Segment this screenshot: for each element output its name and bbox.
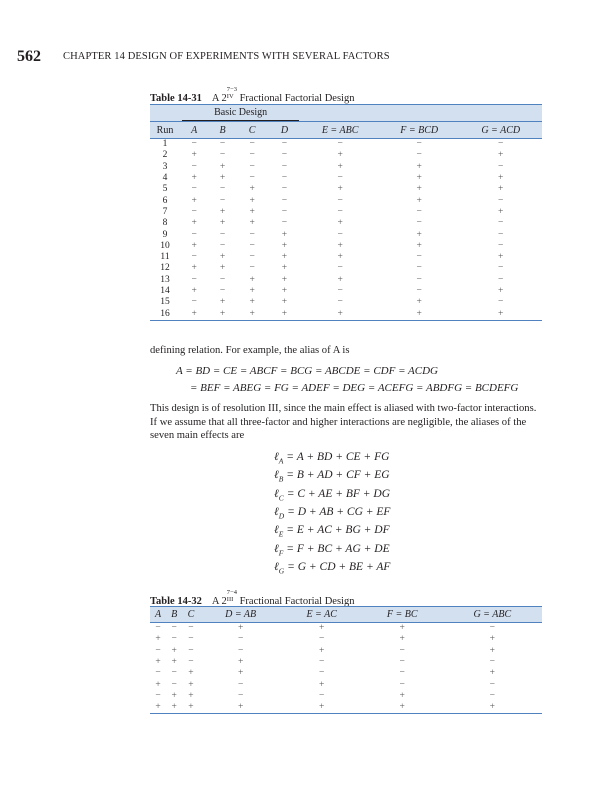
sign-cell: + bbox=[249, 218, 255, 229]
effect-subscript: F bbox=[278, 547, 284, 557]
sign-cell: − bbox=[191, 229, 197, 240]
sign-cell: + bbox=[249, 286, 255, 296]
run-number: 9 bbox=[162, 229, 168, 240]
table1 bbox=[150, 104, 542, 321]
run-number: 15 bbox=[160, 297, 170, 308]
alias-expression: = A + BD + CE + FG bbox=[286, 451, 390, 463]
table1-label: Table 14-31 bbox=[150, 93, 202, 104]
table1-body bbox=[150, 139, 542, 321]
table1-caption-prefix: A bbox=[211, 93, 219, 104]
sign-cell: − bbox=[219, 229, 226, 240]
sign-cell: + bbox=[191, 173, 197, 184]
sign-cell: − bbox=[489, 657, 495, 668]
sign-cell: + bbox=[281, 252, 288, 263]
table2-caption-sub: III bbox=[226, 596, 234, 603]
sign-cell: − bbox=[155, 645, 161, 656]
sign-cell: + bbox=[281, 240, 288, 251]
sign-cell: − bbox=[337, 297, 343, 308]
sign-cell: + bbox=[249, 297, 255, 308]
sign-cell: − bbox=[191, 252, 197, 263]
run-number: 16 bbox=[150, 308, 180, 320]
table2-caption-prefix: A bbox=[211, 596, 219, 607]
table2-row bbox=[150, 646, 542, 657]
table1-row bbox=[150, 207, 542, 218]
sign-cell: − bbox=[171, 634, 177, 645]
sign-cell: + bbox=[191, 218, 197, 229]
sign-cell: − bbox=[191, 274, 197, 285]
resolution-paragraph: This design is of resolution III, since the main effect is aliased with two-factor interactions. If we assume that all three-factor and higher interactions are negligible, the aliases of the seven main effects are bbox=[150, 403, 537, 441]
sign-cell: − bbox=[249, 139, 255, 150]
table2-col-header: A bbox=[150, 607, 166, 623]
table2-caption-exponent bbox=[227, 589, 237, 603]
sign-cell: − bbox=[219, 139, 226, 150]
effect-subscript: B bbox=[278, 474, 284, 484]
table2-caption bbox=[150, 589, 354, 607]
sign-cell: + bbox=[150, 702, 166, 714]
sign-cell: − bbox=[191, 206, 197, 217]
alias-equation bbox=[274, 524, 390, 538]
sign-cell: + bbox=[171, 657, 177, 668]
sign-cell: − bbox=[489, 690, 495, 701]
sign-cell: + bbox=[301, 308, 379, 320]
sign-cell: + bbox=[191, 286, 197, 296]
sign-cell: + bbox=[219, 206, 226, 217]
sign-cell: − bbox=[337, 173, 343, 184]
sign-cell: − bbox=[281, 206, 288, 217]
sign-cell: − bbox=[318, 634, 325, 645]
sign-cell: + bbox=[219, 252, 226, 263]
sign-cell: + bbox=[489, 634, 495, 645]
sign-cell: − bbox=[171, 679, 177, 690]
sign-cell: − bbox=[219, 195, 226, 206]
table1-row bbox=[150, 162, 542, 173]
alias-expression: = G + CD + BE + AF bbox=[287, 560, 391, 573]
run-number: 5 bbox=[162, 184, 168, 195]
sign-cell: + bbox=[188, 679, 194, 690]
sign-cell: + bbox=[416, 161, 422, 172]
sign-cell: + bbox=[249, 195, 255, 206]
sign-cell: − bbox=[416, 274, 422, 285]
sign-cell: + bbox=[443, 702, 542, 714]
table2-col-header: G = ABC bbox=[443, 607, 542, 623]
sign-cell: − bbox=[155, 623, 161, 634]
sign-cell: − bbox=[498, 240, 504, 251]
table2 bbox=[150, 606, 542, 714]
run-number: 2 bbox=[162, 150, 168, 161]
effect-subscript: C bbox=[278, 492, 284, 502]
sign-cell: − bbox=[399, 679, 405, 690]
sign-cell: + bbox=[282, 702, 362, 714]
sign-cell: − bbox=[498, 263, 504, 274]
sign-cell: − bbox=[399, 657, 405, 668]
sign-cell: + bbox=[498, 184, 504, 195]
sign-cell: − bbox=[281, 150, 288, 161]
sign-cell: + bbox=[281, 297, 288, 308]
sign-cell: + bbox=[237, 308, 268, 320]
alias-expression: = F + BC + AG + DE bbox=[286, 542, 390, 555]
sign-cell: − bbox=[237, 645, 244, 656]
sign-cell: − bbox=[219, 184, 226, 195]
alias-equation bbox=[274, 543, 390, 557]
sign-cell: − bbox=[337, 263, 343, 274]
sign-cell: − bbox=[416, 252, 422, 263]
table1-col-header: G = ACD bbox=[459, 122, 542, 139]
sign-cell: + bbox=[416, 195, 422, 206]
sign-cell: + bbox=[268, 308, 302, 320]
effect-symbol: ℓ bbox=[274, 469, 279, 482]
sign-cell: + bbox=[489, 668, 495, 679]
sign-cell: + bbox=[318, 645, 325, 656]
table1-col-header: F = BCD bbox=[379, 122, 459, 139]
effect-subscript: D bbox=[278, 511, 285, 521]
alias-expression: = D + AB + CG + EF bbox=[287, 505, 391, 518]
defining-relation-intro: defining relation. For example, the alias of A is bbox=[150, 345, 350, 356]
sign-cell: + bbox=[399, 623, 405, 634]
table1-row bbox=[150, 195, 542, 206]
sign-cell: + bbox=[208, 308, 236, 320]
sign-cell: + bbox=[416, 184, 422, 195]
sign-cell: + bbox=[219, 173, 226, 184]
sign-cell: + bbox=[281, 229, 288, 240]
sign-cell: − bbox=[219, 286, 226, 296]
sign-cell: + bbox=[171, 645, 177, 656]
sign-cell: − bbox=[237, 690, 244, 701]
alias-equation-line-2: = BEF = ABEG = FG = ADEF = DEG = ACEFG = ABDFG = BCDEFG bbox=[190, 382, 519, 394]
run-number: 12 bbox=[160, 263, 170, 274]
sign-cell: − bbox=[249, 252, 255, 263]
table1-col-header: D bbox=[268, 122, 302, 139]
sign-cell: + bbox=[219, 297, 226, 308]
sign-cell: + bbox=[237, 657, 244, 668]
sign-cell: − bbox=[191, 161, 197, 172]
sign-cell: − bbox=[318, 690, 325, 701]
sign-cell: − bbox=[416, 286, 422, 296]
sign-cell: − bbox=[188, 657, 194, 668]
sign-cell: + bbox=[166, 702, 182, 714]
table1-col-header: A bbox=[180, 122, 208, 139]
sign-cell: + bbox=[249, 206, 255, 217]
table1-caption-base: 2 bbox=[221, 93, 227, 104]
sign-cell: − bbox=[237, 679, 244, 690]
sign-cell: + bbox=[416, 297, 422, 308]
sign-cell: + bbox=[318, 679, 325, 690]
sign-cell: + bbox=[416, 240, 422, 251]
table1-col-header: E = ABC bbox=[301, 122, 379, 139]
sign-cell: + bbox=[281, 286, 288, 296]
sign-cell: − bbox=[171, 623, 177, 634]
table1-row bbox=[150, 263, 542, 274]
effect-symbol: ℓ bbox=[274, 487, 279, 500]
sign-cell: + bbox=[337, 184, 343, 195]
sign-cell: + bbox=[337, 150, 343, 161]
table1-row bbox=[150, 150, 542, 161]
sign-cell: − bbox=[337, 139, 343, 150]
table2-caption-suffix: Fractional Factorial Design bbox=[239, 596, 355, 607]
sign-cell: − bbox=[416, 206, 422, 217]
sign-cell: − bbox=[281, 184, 288, 195]
sign-cell: − bbox=[281, 173, 288, 184]
sign-cell: + bbox=[399, 690, 405, 701]
sign-cell: − bbox=[498, 161, 504, 172]
table1-caption-sup: 7−3 bbox=[226, 86, 237, 93]
table2-label: Table 14-32 bbox=[150, 596, 202, 607]
table2-caption-base: 2 bbox=[221, 596, 227, 607]
sign-cell: − bbox=[337, 195, 343, 206]
sign-cell: + bbox=[498, 252, 504, 263]
sign-cell: − bbox=[498, 139, 504, 150]
table1-row bbox=[150, 241, 542, 252]
sign-cell: + bbox=[281, 274, 288, 285]
sign-cell: − bbox=[498, 274, 504, 285]
table1-row bbox=[150, 218, 542, 229]
chapter-title: CHAPTER 14 DESIGN OF EXPERIMENTS WITH SEVERAL FACTORS bbox=[63, 51, 390, 62]
sign-cell: + bbox=[498, 286, 504, 296]
sign-cell: − bbox=[249, 229, 255, 240]
run-number: 11 bbox=[160, 252, 170, 263]
sign-cell: + bbox=[498, 206, 504, 217]
table1-caption-sub: IV bbox=[226, 93, 234, 100]
alias-equation bbox=[274, 561, 390, 575]
sign-cell: + bbox=[459, 308, 542, 320]
sign-cell: − bbox=[318, 668, 325, 679]
sign-cell: + bbox=[498, 173, 504, 184]
table1-row bbox=[150, 275, 542, 286]
run-number: 6 bbox=[162, 195, 168, 206]
effect-subscript: G bbox=[278, 566, 285, 576]
table2-col-header: E = AC bbox=[282, 607, 362, 623]
sign-cell: + bbox=[318, 623, 325, 634]
sign-cell: + bbox=[188, 690, 194, 701]
sign-cell: − bbox=[219, 274, 226, 285]
table2-row bbox=[150, 657, 542, 668]
table1-col-header: C bbox=[237, 122, 268, 139]
table2-body bbox=[150, 623, 542, 714]
table2-row bbox=[150, 634, 542, 645]
run-number: 8 bbox=[162, 218, 168, 229]
table1-row bbox=[150, 229, 542, 240]
table1-group-header: Basic Design bbox=[182, 106, 299, 121]
sign-cell: − bbox=[281, 161, 288, 172]
table1-header-row bbox=[150, 122, 542, 139]
sign-cell: − bbox=[249, 173, 255, 184]
alias-equation bbox=[274, 488, 390, 502]
table2-row bbox=[150, 691, 542, 702]
sign-cell: − bbox=[219, 240, 226, 251]
sign-cell: − bbox=[188, 645, 194, 656]
table2-row bbox=[150, 623, 542, 635]
sign-cell: + bbox=[219, 218, 226, 229]
sign-cell: − bbox=[249, 150, 255, 161]
sign-cell: + bbox=[362, 702, 443, 714]
sign-cell: + bbox=[337, 161, 343, 172]
sign-cell: + bbox=[249, 184, 255, 195]
sign-cell: − bbox=[249, 161, 255, 172]
sign-cell: − bbox=[318, 657, 325, 668]
alias-equation bbox=[274, 469, 390, 483]
sign-cell: + bbox=[379, 308, 459, 320]
sign-cell: + bbox=[191, 263, 197, 274]
sign-cell: − bbox=[498, 218, 504, 229]
table1-row bbox=[150, 286, 542, 297]
sign-cell: − bbox=[337, 206, 343, 217]
sign-cell: − bbox=[399, 668, 405, 679]
sign-cell: − bbox=[416, 139, 422, 150]
sign-cell: + bbox=[237, 623, 244, 634]
table1-row bbox=[150, 252, 542, 263]
effect-subscript: E bbox=[278, 529, 284, 539]
run-number: 13 bbox=[160, 274, 170, 285]
alias-equation-line-1: A = BD = CE = ABCF = BCG = ABCDE = CDF = ACDG bbox=[176, 365, 438, 377]
table1-row bbox=[150, 184, 542, 195]
sign-cell: − bbox=[171, 668, 177, 679]
sign-cell: + bbox=[171, 690, 177, 701]
sign-cell: + bbox=[399, 634, 405, 645]
sign-cell: − bbox=[416, 263, 422, 274]
sign-cell: − bbox=[489, 679, 495, 690]
sign-cell: − bbox=[249, 263, 255, 274]
sign-cell: − bbox=[281, 218, 288, 229]
table2-col-header: C bbox=[182, 607, 200, 623]
table1-caption-suffix: Fractional Factorial Design bbox=[239, 93, 355, 104]
sign-cell: − bbox=[237, 634, 244, 645]
effect-symbol: ℓ bbox=[274, 451, 279, 463]
table1-row bbox=[150, 297, 542, 308]
sign-cell: + bbox=[337, 240, 343, 251]
sign-cell: − bbox=[155, 668, 161, 679]
effect-symbol: ℓ bbox=[274, 560, 279, 573]
effect-subscript: A bbox=[278, 456, 284, 466]
effect-symbol: ℓ bbox=[274, 524, 279, 537]
sign-cell: + bbox=[191, 240, 197, 251]
run-number: 14 bbox=[160, 286, 170, 296]
effect-symbol: ℓ bbox=[274, 505, 279, 518]
sign-cell: − bbox=[219, 150, 226, 161]
table2-row bbox=[150, 702, 542, 714]
sign-cell: − bbox=[337, 286, 343, 296]
table2-caption-sup: 7−4 bbox=[226, 589, 237, 596]
sign-cell: + bbox=[219, 161, 226, 172]
sign-cell: + bbox=[155, 657, 161, 668]
sign-cell: + bbox=[337, 218, 343, 229]
sign-cell: − bbox=[399, 645, 405, 656]
sign-cell: + bbox=[249, 274, 255, 285]
sign-cell: − bbox=[281, 195, 288, 206]
page-number: 562 bbox=[17, 48, 41, 65]
sign-cell: − bbox=[191, 139, 197, 150]
sign-cell: − bbox=[155, 690, 161, 701]
run-number: 3 bbox=[162, 161, 168, 172]
sign-cell: − bbox=[498, 297, 504, 308]
sign-cell: − bbox=[191, 184, 197, 195]
table2-col-header: F = BC bbox=[362, 607, 443, 623]
sign-cell: + bbox=[498, 150, 504, 161]
alias-equation bbox=[274, 506, 390, 520]
sign-cell: + bbox=[155, 634, 161, 645]
table1-caption bbox=[150, 86, 354, 104]
run-number: 1 bbox=[162, 139, 168, 150]
sign-cell: − bbox=[498, 195, 504, 206]
sign-cell: − bbox=[416, 150, 422, 161]
alias-expression: = C + AE + BF + DG bbox=[286, 487, 391, 500]
sign-cell: − bbox=[188, 623, 194, 634]
alias-expression: = B + AD + CF + EG bbox=[286, 469, 390, 482]
sign-cell: − bbox=[191, 297, 197, 308]
sign-cell: + bbox=[219, 263, 226, 274]
sign-cell: + bbox=[416, 229, 422, 240]
table1-col-header: Run bbox=[150, 122, 180, 139]
alias-equation bbox=[274, 451, 389, 465]
table1-row bbox=[150, 173, 542, 184]
run-number: 7 bbox=[162, 206, 168, 217]
sign-cell: + bbox=[489, 645, 495, 656]
table2-col-header: B bbox=[166, 607, 182, 623]
sign-cell: − bbox=[249, 240, 255, 251]
table2-row bbox=[150, 668, 542, 679]
sign-cell: + bbox=[337, 252, 343, 263]
table1-row bbox=[150, 139, 542, 151]
sign-cell: − bbox=[498, 229, 504, 240]
sign-cell: + bbox=[416, 173, 422, 184]
sign-cell: + bbox=[191, 150, 197, 161]
sign-cell: + bbox=[155, 679, 161, 690]
sign-cell: + bbox=[180, 308, 208, 320]
sign-cell: − bbox=[337, 229, 343, 240]
sign-cell: − bbox=[416, 218, 422, 229]
sign-cell: − bbox=[188, 634, 194, 645]
sign-cell: + bbox=[188, 668, 194, 679]
sign-cell: + bbox=[191, 195, 197, 206]
sign-cell: + bbox=[281, 263, 288, 274]
table1-row bbox=[150, 308, 542, 320]
run-number: 4 bbox=[162, 173, 168, 184]
table2-header-row bbox=[150, 607, 542, 623]
table1-col-header: B bbox=[208, 122, 236, 139]
sign-cell: − bbox=[281, 139, 288, 150]
table2-row bbox=[150, 679, 542, 690]
sign-cell: − bbox=[489, 623, 495, 634]
table2-col-header: D = AB bbox=[200, 607, 282, 623]
run-number: 10 bbox=[160, 240, 170, 251]
sign-cell: + bbox=[182, 702, 200, 714]
effect-symbol: ℓ bbox=[274, 542, 279, 555]
alias-expression: = E + AC + BG + DF bbox=[286, 524, 390, 537]
sign-cell: + bbox=[200, 702, 282, 714]
sign-cell: + bbox=[337, 274, 343, 285]
sign-cell: + bbox=[237, 668, 244, 679]
table1-caption-exponent bbox=[227, 86, 237, 100]
